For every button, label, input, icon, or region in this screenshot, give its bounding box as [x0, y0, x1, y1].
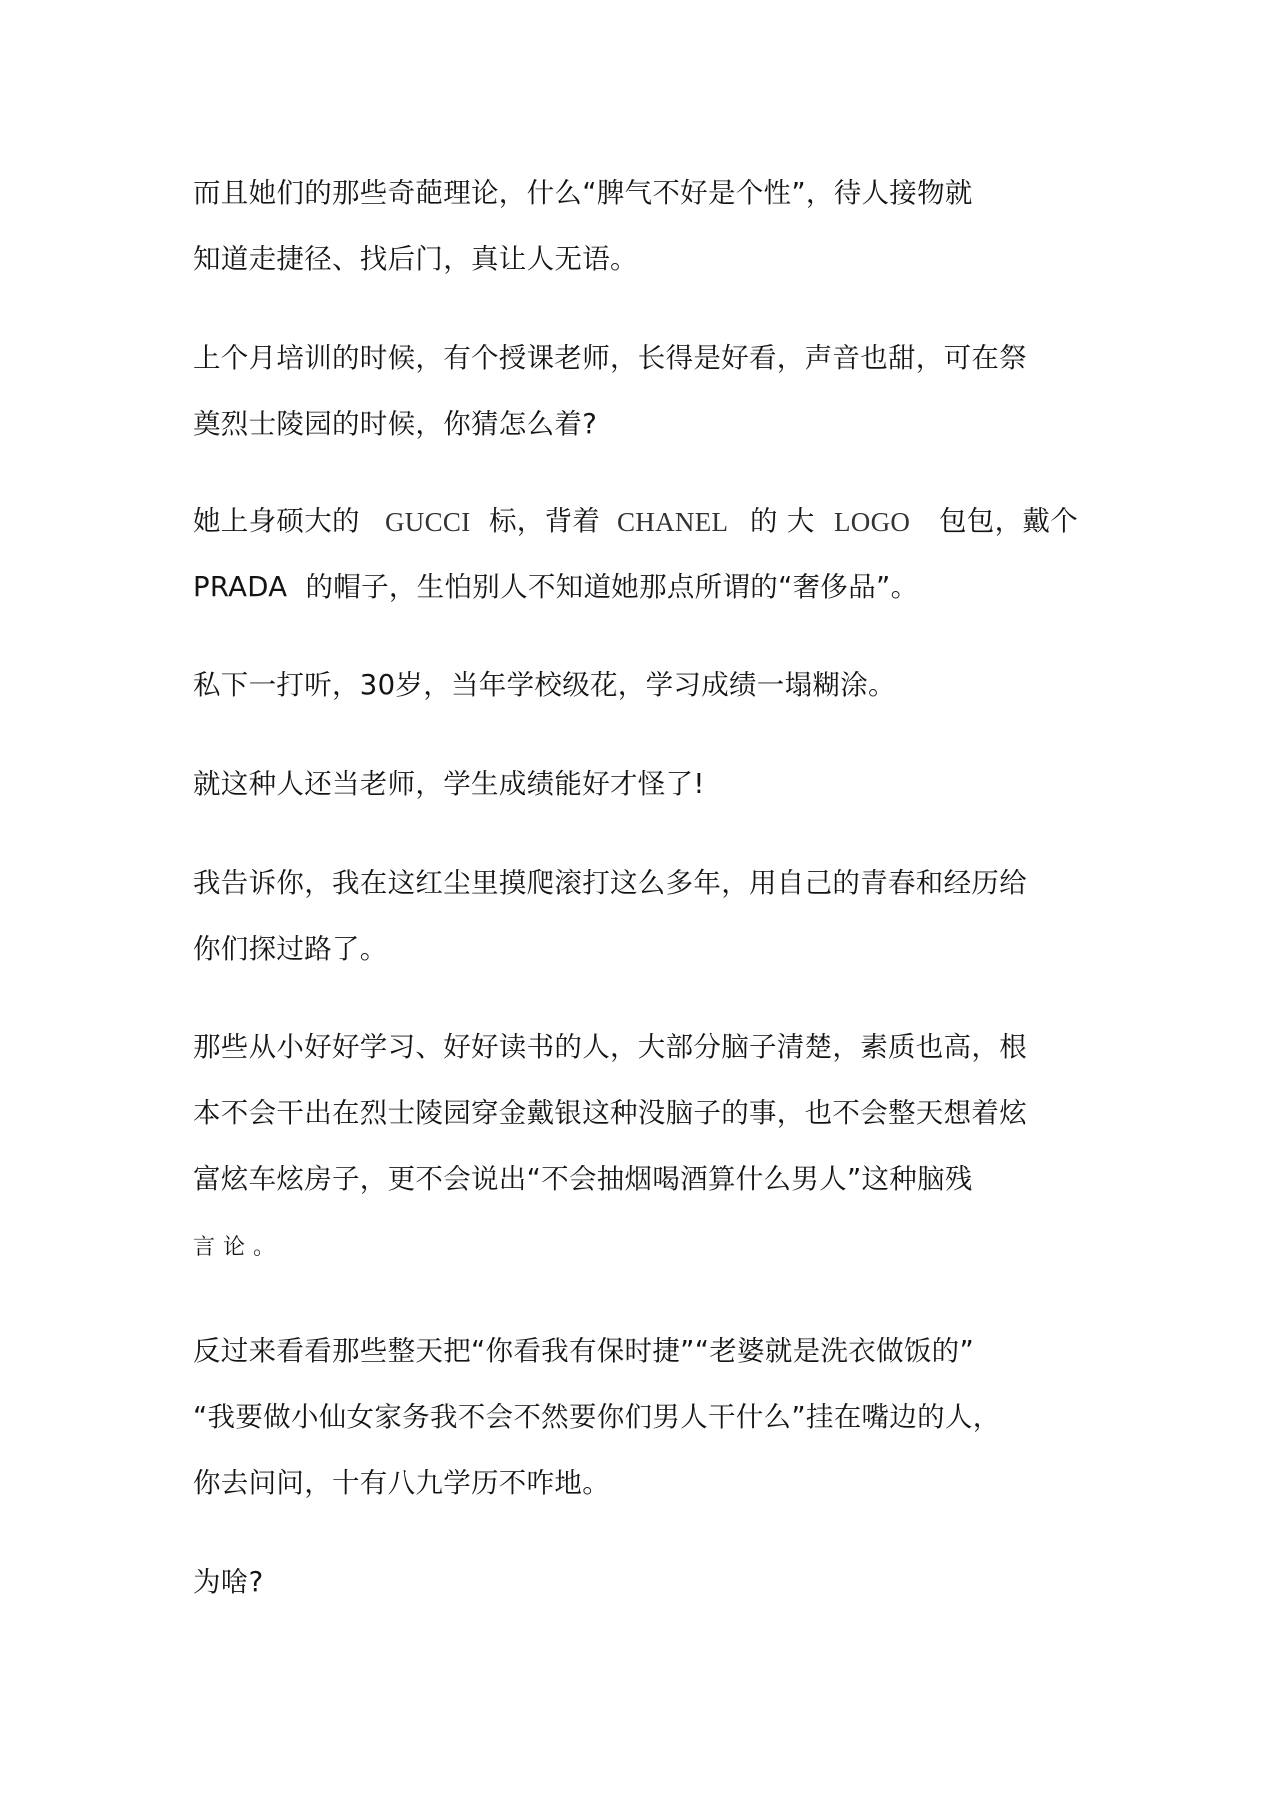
paragraph-2-line-1: 上个月培训的时候，有个授课老师，长得是好看，声音也甜，可在祭: [193, 342, 1027, 374]
paragraph-3-line-1-part-c: 的 大: [750, 505, 815, 537]
paragraph-1-line-2: 知道走捷径、找后门，真让人无语。: [193, 243, 638, 275]
paragraph-3-line-2: PRADA 的帽子，生怕别人不知道她那点所谓的“奢侈品”。: [193, 571, 919, 603]
paragraph-1-line-1: 而且她们的那些奇葩理论，什么“脾气不好是个性”，待人接物就: [193, 177, 973, 209]
paragraph-8-line-1: 反过来看看那些整天把“你看我有保时捷”“老婆就是洗衣做饭的”: [193, 1335, 974, 1367]
paragraph-3-line-1-part-a: 她上身硕大的: [193, 505, 360, 537]
paragraph-6-line-1: 我告诉你，我在这红尘里摸爬滚打这么多年，用自己的青春和经历给: [193, 867, 1027, 899]
paragraph-3-line-1-part-b: 标，背着: [489, 505, 601, 537]
brand-gucci: GUCCI: [385, 507, 471, 537]
paragraph-7-line-1: 那些从小好好学习、好好读书的人，大部分脑子清楚，素质也高，根: [193, 1031, 1027, 1063]
paragraph-4-line-1: 私下一打听，30岁，当年学校级花，学习成绩一塌糊涂。: [193, 669, 896, 701]
paragraph-3-line-1-part-d: 包包，戴个: [939, 505, 1078, 537]
paragraph-7-line-2: 本不会干出在烈士陵园穿金戴银这种没脑子的事，也不会整天想着炫: [193, 1097, 1027, 1129]
paragraph-9-line-1: 为啥?: [193, 1566, 264, 1598]
paragraph-7-line-3: 富炫车炫房子，更不会说出“不会抽烟喝酒算什么男人”这种脑残: [193, 1163, 973, 1195]
brand-chanel: CHANEL: [617, 507, 729, 537]
paragraph-8-line-3: 你去问问，十有八九学历不咋地。: [193, 1467, 610, 1499]
paragraph-7-line-4: 言论。: [193, 1235, 284, 1260]
paragraph-5-line-1: 就这种人还当老师，学生成绩能好才怪了!: [193, 768, 705, 800]
paragraph-2-line-2: 奠烈士陵园的时候，你猜怎么着?: [193, 408, 598, 440]
paragraph-6-line-2: 你们探过路了。: [193, 933, 388, 965]
paragraph-8-line-2: “我要做小仙女家务我不会不然要你们男人干什么”挂在嘴边的人，: [193, 1401, 1001, 1433]
brand-logo: LOGO: [834, 507, 911, 537]
